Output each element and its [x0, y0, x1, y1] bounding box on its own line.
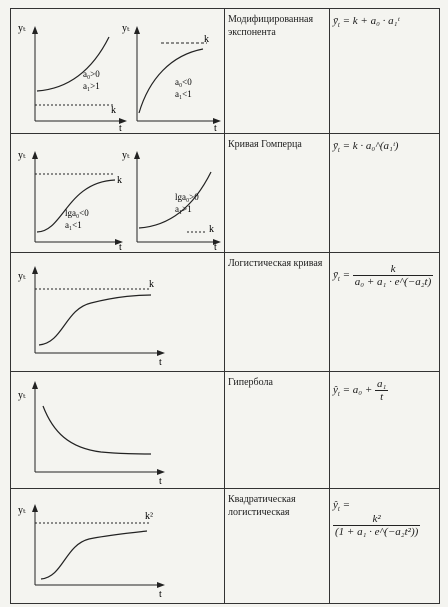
- model-name: Квадратическая логистическая: [228, 494, 296, 518]
- graph-gompertz-growth: [122, 150, 221, 252]
- param-label: a₁>1: [175, 204, 192, 214]
- t-axis-label: t: [214, 242, 217, 252]
- k-label: k: [111, 105, 116, 116]
- graph-cell: [11, 489, 225, 603]
- table-row: [11, 489, 439, 605]
- graph-logistic: [18, 266, 165, 368]
- formula-fraction: [353, 263, 433, 288]
- graph-gompertz-s: [18, 150, 123, 252]
- graph-cell: [11, 372, 225, 488]
- k-label: k²: [145, 511, 153, 522]
- model-name: Логистическая кривая: [228, 258, 323, 269]
- k-label: k: [149, 279, 154, 290]
- t-axis-label: t: [159, 476, 162, 487]
- table-row: [11, 372, 439, 488]
- table-row: [11, 134, 439, 252]
- graph-cell: [11, 9, 225, 133]
- y-axis-label: yₜ: [18, 150, 26, 161]
- formula-fraction: [333, 513, 420, 538]
- param-label: a₀>0: [83, 69, 100, 79]
- formula-lhs: ȳ: [333, 269, 338, 282]
- k-label: k: [117, 175, 122, 186]
- formula-denominator: a₀ + a₁ · e^(−a₂t): [354, 276, 432, 288]
- formula-rhs: = k · a₀^(a₁ᵗ): [342, 140, 399, 152]
- table-row: [11, 9, 439, 133]
- t-axis-label: t: [214, 123, 217, 133]
- param-label: a₁<1: [65, 220, 82, 230]
- k-label: k: [209, 224, 214, 235]
- graph-cell: [11, 253, 225, 371]
- t-axis-label: t: [159, 589, 162, 600]
- formula-denominator: (1 + a₁ · e^(−a₂t²)): [335, 526, 419, 539]
- model-formula: $ŷ_t = a_0$ + $\frac{\text{a₁}}{t}$: [333, 378, 387, 403]
- param-label: a₀<0: [175, 77, 192, 87]
- formula-numerator: k²: [333, 513, 420, 526]
- formula-numerator: a₁: [377, 378, 387, 390]
- formula-fraction: [375, 378, 388, 403]
- y-axis-label: yₜ: [122, 23, 130, 34]
- param-label: lga₀>0: [175, 192, 199, 202]
- y-axis-label: yₜ: [18, 23, 26, 34]
- model-name: Модифицированная экспонента: [228, 14, 314, 38]
- model-formula: $ȳ_t = k + a_0$ · a₁ᵗ: [333, 15, 400, 30]
- graph-mod-exp-saturation: [122, 23, 221, 133]
- formula-denominator: t: [380, 391, 384, 403]
- formula-lhs: ŷ: [333, 499, 338, 511]
- formula-lhs: ȳ: [333, 15, 338, 27]
- y-axis-label: yₜ: [18, 271, 26, 282]
- model-name: Гипербола: [228, 377, 273, 388]
- y-axis-label: yₜ: [18, 390, 26, 401]
- t-axis-label: t: [159, 357, 162, 368]
- formula-lhs: ŷ: [333, 384, 338, 397]
- model-formula: $ŷ_t$ = $\frac{\text{k²}}{\text{(1 + a₁ · e\textasciicircum{}(−a₂t²))}}$: [333, 499, 419, 539]
- model-formula: $ȳ_t$ = $\frac{k}{\text{a₀ + a₁ · e\textasciicircum{}(−a₂t)}}$: [333, 263, 432, 288]
- param-label: lga₀<0: [65, 208, 89, 218]
- graph-hyperbola: [18, 381, 165, 487]
- formula-rhs: = k + a₀ · a₁ᵗ: [342, 15, 400, 27]
- param-label: a₁>1: [83, 81, 100, 91]
- model-name: Кривая Гомперца: [228, 139, 302, 150]
- y-axis-label: yₜ: [18, 505, 26, 516]
- graph-mod-exp-growth: [18, 23, 127, 133]
- graph-cell: [11, 134, 225, 252]
- formula-rhs: = a₀ +: [342, 384, 376, 397]
- formula-lhs: ȳ: [333, 140, 338, 152]
- t-axis-label: t: [119, 242, 122, 252]
- trend-models-table: [10, 8, 440, 604]
- graph-quadratic-logistic: [18, 504, 165, 600]
- table-row: [11, 253, 439, 371]
- k-label: k: [204, 34, 209, 45]
- formula-numerator: k: [353, 263, 433, 276]
- y-axis-label: yₜ: [122, 150, 130, 161]
- t-axis-label: t: [119, 123, 122, 133]
- model-formula: $ȳ_t = k$ · a₀^(a₁ᵗ): [333, 140, 399, 155]
- param-label: a₁<1: [175, 89, 192, 99]
